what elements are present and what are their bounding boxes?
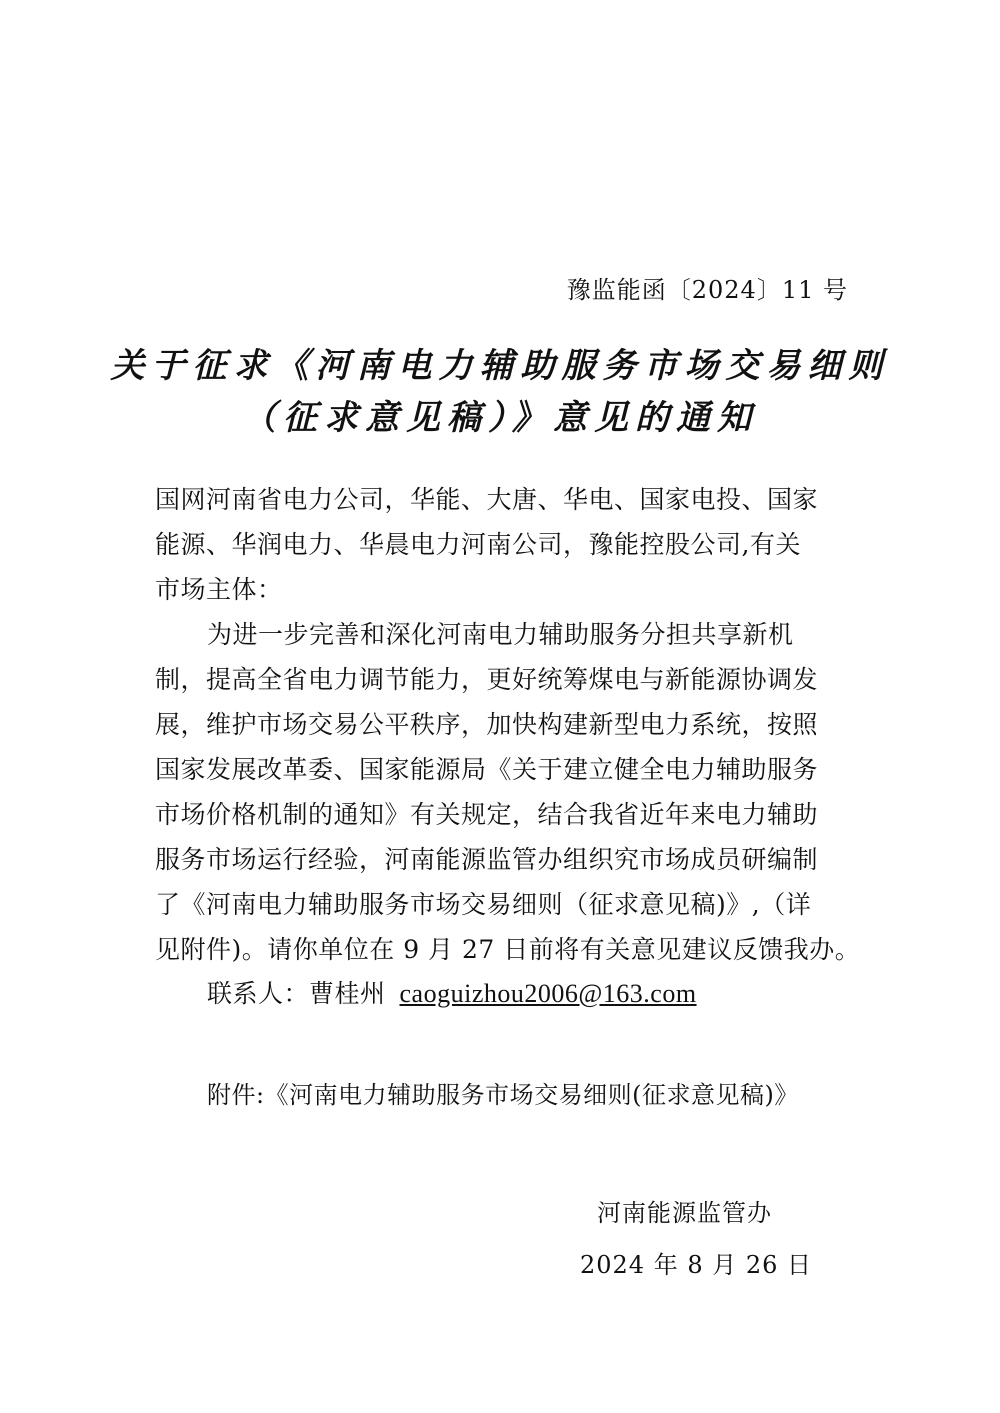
body-line-7: 了《河南电力辅助服务市场交易细则（征求意见稿)》,（详: [155, 890, 812, 919]
recipients-line-3: 市场主体：: [155, 575, 283, 604]
body-line-1: 为进一步完善和深化河南电力辅助服务分担共享新机: [207, 620, 794, 649]
signature-org: 河南能源监管办: [597, 1199, 772, 1227]
body-line-2: 制，提高全省电力调节能力，更好统筹煤电与新能源协调发: [155, 665, 819, 694]
document-number: 豫监能函〔2024〕11 号: [566, 276, 848, 304]
attachment-line: 附件:《河南电力辅助服务市场交易细则(征求意见稿)》: [207, 1081, 799, 1109]
body-line-3: 展，维护市场交易公平秩序，加快构建新型电力系统，按照: [155, 710, 819, 739]
body-line-5: 市场价格机制的通知》有关规定，结合我省近年来电力辅助: [155, 800, 819, 829]
body-line-6: 服务市场运行经验，河南能源监管办组织究市场成员研编制: [155, 845, 819, 874]
contact-line: [207, 976, 907, 1012]
title-line-2: （征求意见稿）》意见的通知: [242, 398, 758, 438]
contact-email-link[interactable]: caoguizhou2006@163.com: [399, 979, 697, 1008]
body-line-8: 见附件)。请你单位在 9 月 27 日前将有关意见建议反馈我办。: [155, 935, 861, 964]
recipients-line-1: 国网河南省电力公司，华能、大唐、华电、国家电投、国家: [155, 485, 819, 514]
contact-label: 联系人：曹桂州: [207, 979, 386, 1008]
recipients-line-2: 能源、华润电力、华晨电力河南公司，豫能控股公司,有关: [155, 530, 801, 559]
body-line-4: 国家发展改革委、国家能源局《关于建立健全电力辅助服务: [155, 755, 819, 784]
title-line-1: 关于征求《河南电力辅助服务市场交易细则: [110, 346, 890, 386]
signature-date: 2024 年 8 月 26 日: [580, 1251, 813, 1279]
